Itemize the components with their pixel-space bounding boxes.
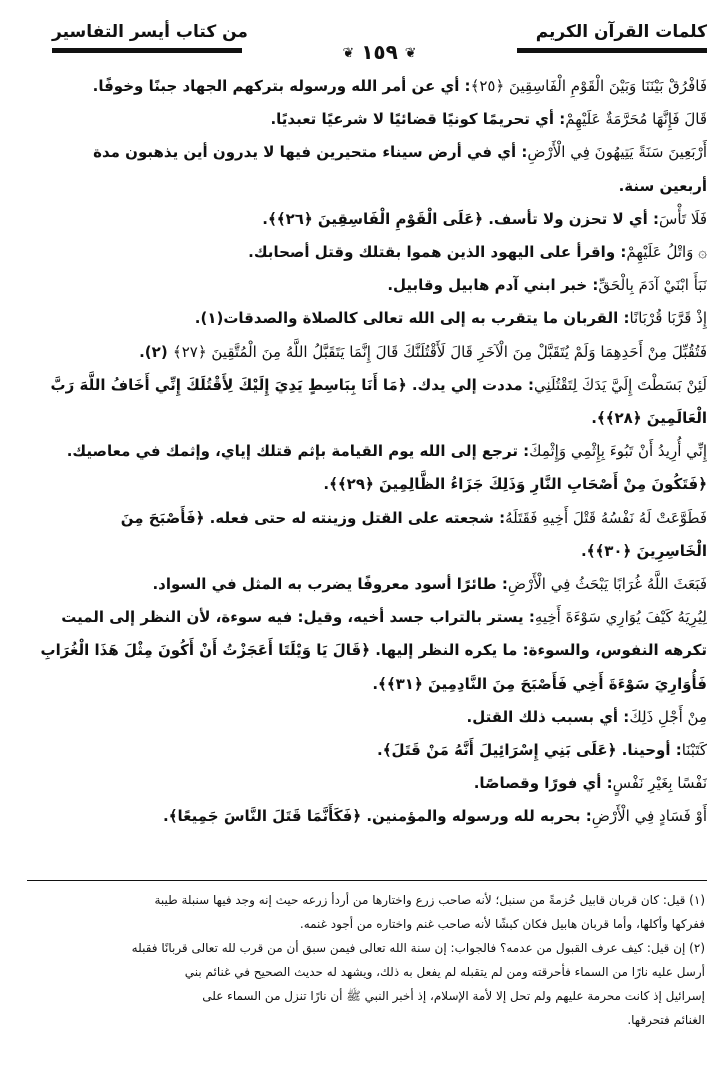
page-header — [52, 14, 707, 64]
header-rule-right — [517, 48, 707, 53]
glossary-line — [27, 170, 707, 203]
glossary-line — [27, 369, 707, 402]
glossary-line — [27, 236, 707, 269]
glossary-line — [27, 502, 707, 535]
glossary-line — [27, 136, 707, 169]
footnotes — [27, 888, 705, 1032]
glossary-line — [27, 734, 707, 767]
glossary-body — [27, 70, 707, 834]
explanation: : أوحينا. ﴿عَلَى بَنِي إِسْرَائِيلَ أَنَّهُ مَنْ قَتَلَ﴾. — [377, 741, 682, 760]
glossary-line — [27, 435, 707, 468]
quran-term: لِيُرِيَهُ كَيْفَ يُوَارِي سَوْءَةَ أَخِيهِ — [534, 608, 707, 627]
explanation: : ترجع إلى الله يوم القيامة بإثم قتلك إياي، وإثمك في معاصيك. — [66, 442, 530, 461]
quran-term: قَالَ فَإِنَّهَا مُحَرَّمَةٌ عَلَيْهِمْ — [565, 110, 707, 129]
quran-term: فَطَوَّعَتْ لَهُ نَفْسُهُ قَتْلَ أَخِيهِ فَقَتَلَهُ — [505, 508, 707, 527]
quran-term: ۞ وَاتْلُ عَلَيْهِمْ — [626, 243, 707, 262]
header-rule-left — [52, 48, 242, 53]
quran-term: كَتَبْنَا — [681, 741, 707, 760]
explanation: : أي عن أمر الله ورسوله بتركهم الجهاد جبنًا وخوفًا. — [92, 77, 471, 95]
explanation: : أي تحريمًا كونيًا قضائيًا لا شرعيًا تعبديًا. — [270, 110, 566, 129]
explanation: الْعَالَمِينَ ﴿٢٨﴾﴾. — [591, 409, 707, 428]
glossary-line — [27, 800, 707, 833]
quran-term: إِنِّي أُرِيدُ أَنْ تَبُوءَ بِإِثْمِي وَإِثْمِكَ — [529, 442, 707, 461]
quran-term: فَافْرُقْ بَيْنَنَا وَبَيْنَ الْقَوْمِ الْفَاسِقِينَ ﴿٢٥﴾ — [470, 77, 707, 95]
footnote-line: (١) قيل: كان قربان قابيل حُزمةً من سنبل؛ لأنه صاحب زرع واختارها من أردأ زرعه حيث إنه وجد فيها سنبلة طيبة — [154, 893, 705, 907]
explanation: : خبر ابني آدم هابيل وقابيل. — [387, 276, 599, 295]
glossary-line — [27, 535, 707, 568]
quran-term: فَبَعَثَ اللَّهُ غُرَابًا يَبْحَثُ فِي الْأَرْضِ — [507, 575, 707, 594]
explanation: : أي في أرض سيناء متحيرين فيها لا يدرون أين يذهبون مدة — [93, 143, 528, 162]
explanation: : أي فورًا وقصاصًا. — [473, 774, 613, 793]
glossary-line — [27, 701, 707, 734]
glossary-line — [27, 468, 707, 501]
series-title: من كتاب أيسر التفاسير — [52, 22, 248, 42]
explanation: : مددت إلي يدك. ﴿مَا أَنَا بِبَاسِطٍ يَدِيَ إِلَيْكَ لِأَقْتُلَكَ إِنِّي أَخَافُ اللَّهَ رَبَّ — [50, 375, 534, 394]
explanation: : واقرأ على اليهود الذين هموا بقتلك وقتل أصحابك. — [248, 243, 627, 262]
glossary-line — [27, 634, 707, 667]
quran-term: لَئِنْ بَسَطْتَ إِلَيَّ يَدَكَ لِتَقْتُلَنِي — [533, 375, 707, 394]
footnote-line: الغنائم فتحرقها. — [627, 1013, 705, 1027]
explanation: (٢). — [139, 342, 173, 361]
explanation: فَأُوَارِيَ سَوْءَةَ أَخِي فَأَصْبَحَ مِنَ النَّادِمِينَ ﴿٣١﴾﴾. — [372, 674, 707, 693]
quran-term: فَتُقُبِّلَ مِنْ أَحَدِهِمَا وَلَمْ يُتَقَبَّلْ مِنَ الْآخَرِ قَالَ لَأَقْتُلَنَّكَ قَالَ إِنَّمَا يَتَقَبَّلُ اللَّهُ مِنَ الْمُتَّقِينَ ﴿٢٧﴾ — [172, 342, 707, 361]
explanation: : بحربه لله ورسوله والمؤمنين. ﴿فَكَأَنَّمَا قَتَلَ النَّاسَ جَمِيعًا﴾. — [163, 807, 592, 826]
glossary-line — [27, 402, 707, 435]
quran-term: فَلَا تَأْسَ — [659, 209, 707, 228]
glossary-line — [27, 70, 707, 103]
quran-term: أَوْ فَسَادٍ فِي الْأَرْضِ — [591, 807, 707, 826]
footnote-separator — [27, 880, 707, 881]
explanation: : أي بسبب ذلك القتل. — [466, 707, 630, 726]
ornament-icon: ❦ — [342, 45, 355, 62]
glossary-line — [27, 336, 707, 369]
glossary-line — [27, 269, 707, 302]
ornament-icon: ❦ — [404, 45, 417, 62]
glossary-line — [27, 103, 707, 136]
quran-term: نَفْسًا بِغَيْرِ نَفْسٍ — [612, 774, 707, 793]
book-title: كلمات القرآن الكريم — [535, 22, 707, 42]
explanation: : أي لا تحزن ولا تأسف. ﴿عَلَى الْقَوْمِ الْفَاسِقِينَ ﴿٢٦﴾﴾. — [262, 209, 660, 228]
glossary-line — [27, 568, 707, 601]
glossary-line — [27, 767, 707, 800]
footnote-line: ففركها وأكلها، وأما قربان هابيل فكان كبشًا لأنه صاحب غنم واختاره من أجود غنمه. — [299, 917, 705, 931]
glossary-line — [27, 668, 707, 701]
page-number — [334, 40, 424, 64]
explanation: : يستر بالتراب جسد أخيه، وقيل: فيه سوءة، لأن النظر إلى الميت — [61, 608, 535, 627]
explanation: : شجعته على القتل وزينته له حتى فعله. ﴿فَأَصْبَحَ مِنَ — [120, 508, 506, 527]
quran-term: مِنْ أَجْلِ ذَلِكَ — [629, 707, 707, 726]
explanation: : طائرًا أسود معروفًا يضرب به المثل في السواد. — [152, 575, 508, 594]
page-number-text: ١٥٩ — [361, 40, 398, 64]
glossary-line — [27, 302, 707, 335]
quran-term: أَرْبَعِينَ سَنَةً يَتِيهُونَ فِي الْأَرْضِ — [527, 143, 707, 162]
quran-term: إِذْ قَرَّبَا قُرْبَانًا — [629, 309, 707, 328]
footnote-line: إسرائيل إذ كانت محرمة عليهم ولم تحل إلا لأمة الإسلام، إذ أخبر النبي ﷺ أن نارًا تنزل من السماء على — [202, 989, 705, 1003]
footnote-line: أرسل عليه نارًا من السماء فأحرقته ومن لم يتقبله لم يفعل به ذلك، ويشهد له حديث الصحيح في غنائم بني — [184, 965, 705, 979]
footnote-line: (٢) إن قيل: كيف عرف القبول من عدمه؟ فالجواب: إن سنة الله تعالى فيمن سبق أن من قرب لله تعالى قربانًا فقبله — [131, 941, 705, 955]
glossary-line — [27, 203, 707, 236]
explanation: تكرهه النفوس، والسوءة: ما يكره النظر إليها. ﴿قَالَ يَا وَيْلَتَا أَعَجَزْتُ أَنْ أَكُونَ مِثْلَ هَذَا الْغُرَابِ — [40, 641, 707, 660]
explanation: أربعين سنة. — [618, 176, 707, 195]
explanation: : القربان ما يتقرب به إلى الله تعالى كالصلاة والصدقات(١). — [194, 309, 630, 328]
glossary-line — [27, 601, 707, 634]
quran-term: نَبَأَ ابْنَيْ آدَمَ بِالْحَقِّ — [598, 276, 707, 295]
explanation: ﴿فَتَكُونَ مِنْ أَصْحَابِ النَّارِ وَذَلِكَ جَزَاءُ الظَّالِمِينَ ﴿٢٩﴾﴾. — [323, 475, 707, 494]
explanation: الْخَاسِرِينَ ﴿٣٠﴾﴾. — [580, 541, 707, 560]
